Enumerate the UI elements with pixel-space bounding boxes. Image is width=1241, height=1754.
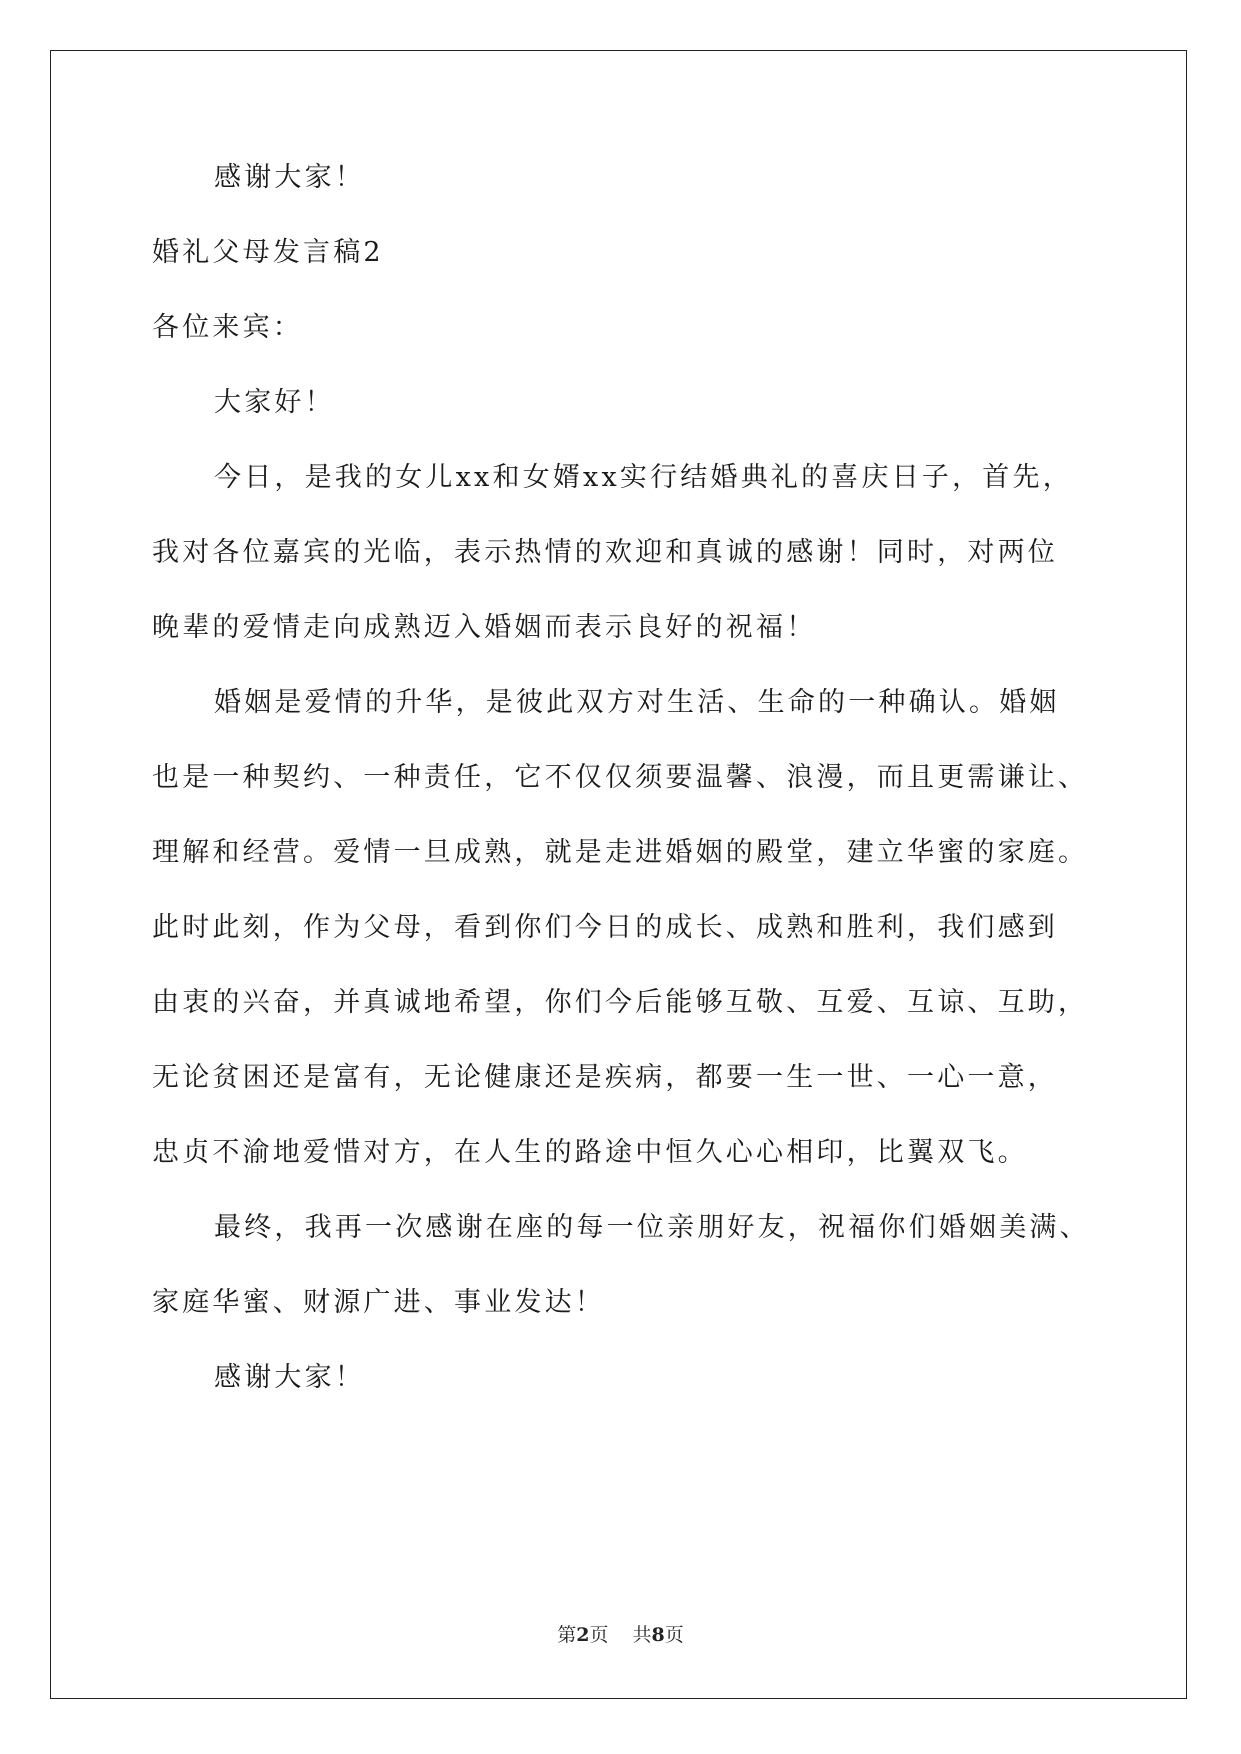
page-number: 2 xyxy=(576,1624,590,1646)
page-footer xyxy=(0,1620,1241,1647)
document-body xyxy=(152,160,1112,1435)
paragraph-line: 婚姻是爱情的升华，是彼此双方对生活、生命的一种确认。婚姻 xyxy=(214,687,1060,718)
closing-line: 感谢大家！ xyxy=(214,1362,365,1393)
paragraph-line: 理解和经营。爱情一旦成熟，就是走进婚姻的殿堂，建立华蜜的家庭。 xyxy=(152,837,1089,868)
paragraph-line: 我对各位嘉宾的光临，表示热情的欢迎和真诚的感谢！同时，对两位 xyxy=(152,537,1058,568)
page-prefix: 第 xyxy=(557,1624,577,1646)
page-suffix: 页 xyxy=(589,1624,609,1646)
paragraph-line: 今日，是我的女儿xx和女婿xx实行结婚典礼的喜庆日子，首先， xyxy=(214,462,1073,493)
paragraph-line: 忠贞不渝地爱惜对方，在人生的路途中恒久心心相印，比翼双飞。 xyxy=(152,1137,1028,1168)
paragraph-line: 无论贫困还是富有，无论健康还是疾病，都要一生一世、一心一意， xyxy=(152,1062,1058,1093)
salutation: 各位来宾： xyxy=(152,312,303,343)
total-pages: 8 xyxy=(651,1624,665,1646)
paragraph-line: 也是一种契约、一种责任，它不仅仅须要温馨、浪漫，而且更需谦让、 xyxy=(152,762,1089,793)
paragraph-line: 感谢大家！ xyxy=(214,162,365,193)
paragraph-line: 此时此刻，作为父母，看到你们今日的成长、成熟和胜利，我们感到 xyxy=(152,912,1058,943)
paragraph-line: 晚辈的爱情走向成熟迈入婚姻而表示良好的祝福！ xyxy=(152,612,817,643)
total-prefix: 共 xyxy=(632,1624,652,1646)
paragraph-line: 最终，我再一次感谢在座的每一位亲朋好友，祝福你们婚姻美满、 xyxy=(214,1212,1090,1243)
total-suffix: 页 xyxy=(664,1624,684,1646)
paragraph-line: 家庭华蜜、财源广进、事业发达！ xyxy=(152,1287,605,1318)
greeting: 大家好！ xyxy=(214,387,335,418)
section-title: 婚礼父母发言稿2 xyxy=(152,237,384,268)
paragraph-line: 由衷的兴奋，并真诚地希望，你们今后能够互敬、互爱、互谅、互助， xyxy=(152,987,1089,1018)
